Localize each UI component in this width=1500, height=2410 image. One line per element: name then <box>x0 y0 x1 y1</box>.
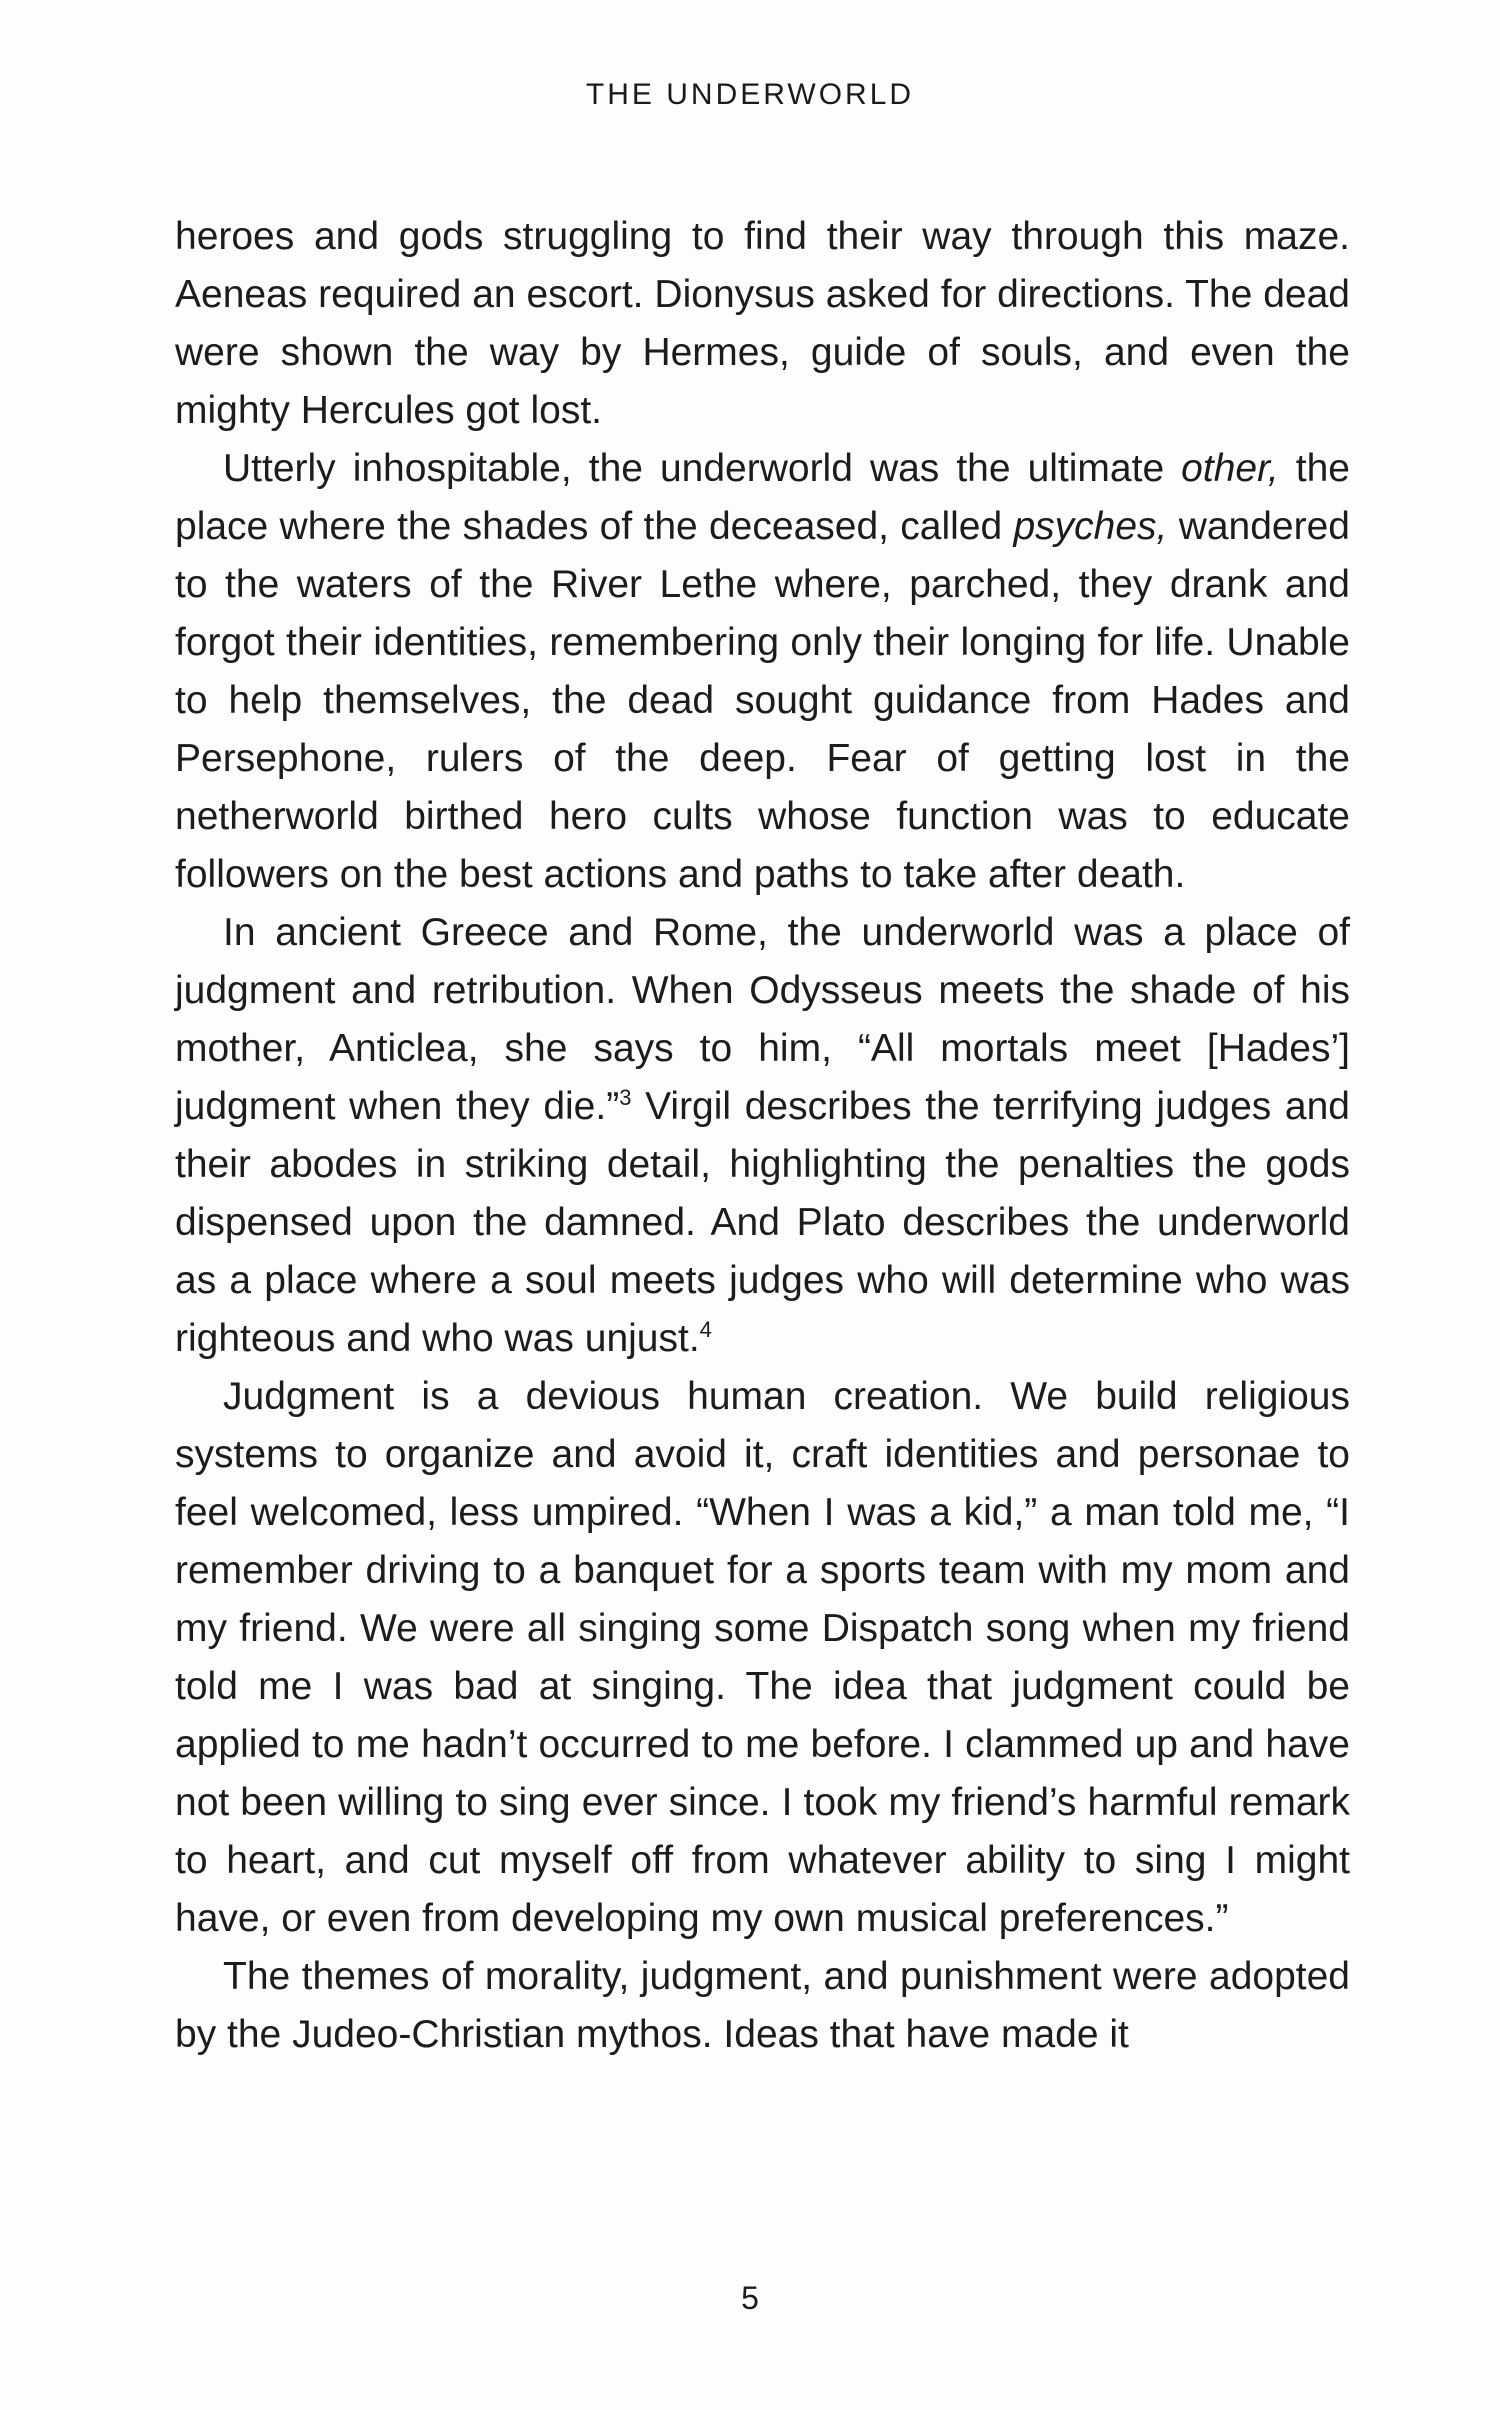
paragraph-5: The themes of morality, judgment, and punishment were adopted by the Judeo-Christian mythos. Ideas that have made it <box>175 1955 1350 2056</box>
running-head: THE UNDERWORLD <box>585 78 915 111</box>
paragraph-1: heroes and gods struggling to find their way through this maze. Aeneas required an escort. Dionysus asked for directions. The dead were shown the way by Hermes, guide of souls, and even the mighty Hercules got lost. <box>175 215 1350 432</box>
paragraph-4: Judgment is a devious human creation. We build religious systems to organize and avoid it, craft identities and personae to feel welcomed, less umpired. “When I was a kid,” a man told me, “I remember driving to a banquet for a sports team with my mom and my friend. We were all singing some Dispatch song when my friend told me I was bad at singing. The idea that judgment could be applied to me hadn’t occurred to me before. I clammed up and have not been willing to sing ever since. I took my friend’s harmful remark to heart, and cut myself off from whatever ability to sing I might have, or even from developing my own musical preferences.” <box>175 1375 1350 1940</box>
paragraph-3 <box>175 904 1350 1368</box>
paragraph-2-part-b: the place where the shades of the deceased, called <box>175 447 1350 548</box>
body-text <box>175 208 1350 2064</box>
paragraph-2-part-a: Utterly inhospitable, the underworld was the ultimate <box>223 447 1182 490</box>
paragraph-2-part-c: wandered to the waters of the River Lethe where, parched, they drank and forgot their identities, remembering only their longing for life. Unable to help themselves, the dead sought guidance from Hades and Persephone, rulers of the deep. Fear of getting lost in the netherworld birthed hero cults whose function was to educate followers on the best actions and paths to take after death. <box>175 505 1350 896</box>
italic-psyches: psyches, <box>1013 505 1168 548</box>
page-number: 5 <box>741 2280 759 2316</box>
italic-other: other, <box>1181 447 1279 490</box>
paragraph-3-part-b: Virgil describes the terrifying judges and their abodes in striking detail, highlighting the penalties the gods dispensed upon the damned. And Plato describes the underworld as a place where a soul meets judges who will determine who was righteous and who was unjust. <box>175 1085 1350 1360</box>
paragraph-2 <box>175 440 1350 904</box>
footnote-marker-3: 3 <box>619 1085 632 1110</box>
paragraph-3-part-a: In ancient Greece and Rome, the underworld was a place of judgment and retribution. When Odysseus meets the shade of his mother, Anticlea, she says to him, “All mortals meet [Hades’] judgment when they die.” <box>175 911 1350 1128</box>
footnote-marker-4: 4 <box>699 1317 712 1342</box>
